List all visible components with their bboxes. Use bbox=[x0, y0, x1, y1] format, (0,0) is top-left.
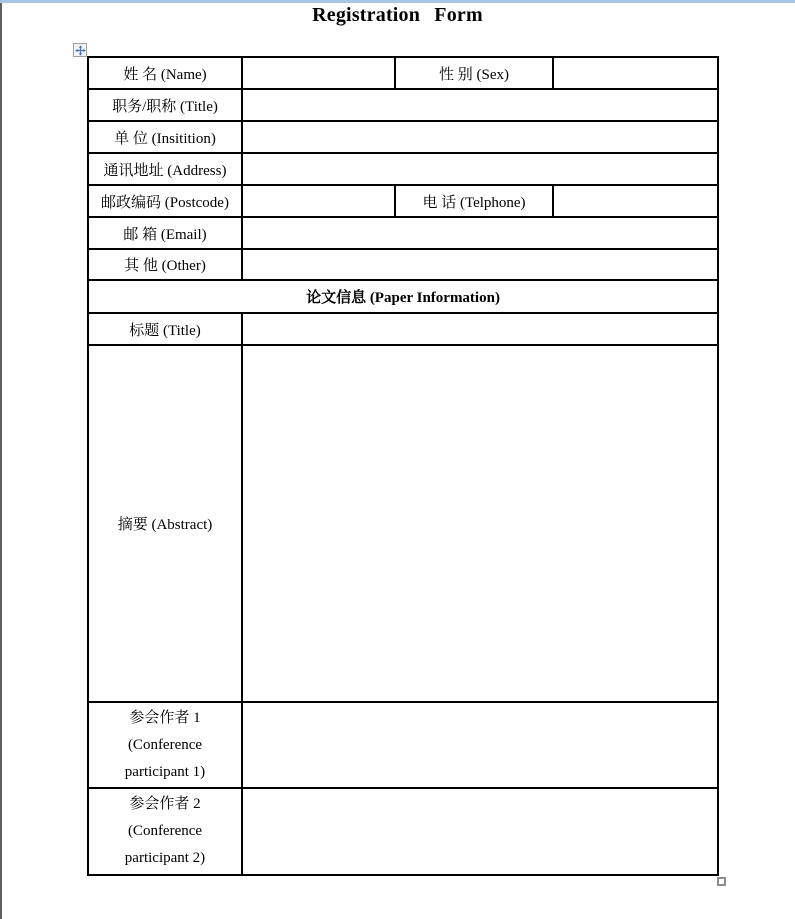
email-label: 邮 箱 (Email) bbox=[123, 226, 207, 243]
paper-title-label: 标题 (Title) bbox=[129, 322, 201, 339]
paper-section-header: 论文信息 (Paper Information) bbox=[306, 290, 500, 306]
table-row bbox=[88, 788, 718, 875]
participant2-label-cell bbox=[88, 788, 242, 875]
other-label: 其 他 (Other) bbox=[124, 258, 206, 274]
name-label-cell bbox=[88, 57, 242, 89]
telephone-value-cell[interactable] bbox=[553, 185, 718, 217]
email-value-cell[interactable] bbox=[242, 217, 718, 249]
paper-title-label-cell bbox=[88, 313, 242, 345]
job-title-label-cell bbox=[88, 89, 242, 121]
abstract-value-cell[interactable] bbox=[242, 345, 718, 702]
table-move-handle[interactable] bbox=[73, 43, 87, 57]
registration-form-table bbox=[87, 56, 719, 876]
address-label-cell bbox=[88, 153, 242, 185]
institution-value-cell[interactable] bbox=[242, 121, 718, 153]
participant2-label-line2: (Conference bbox=[127, 823, 203, 839]
abstract-label-cell bbox=[88, 345, 242, 702]
table-row bbox=[88, 702, 718, 788]
postcode-label-cell bbox=[88, 185, 242, 217]
address-label: 通讯地址 (Address) bbox=[103, 162, 227, 179]
window-top-edge bbox=[0, 0, 795, 3]
telephone-label: 电 话 (Telphone) bbox=[422, 194, 526, 211]
address-value-cell[interactable] bbox=[242, 153, 718, 185]
table-row bbox=[88, 57, 718, 89]
participant1-label-line3: participant 1) bbox=[124, 763, 206, 780]
name-label: 姓 名 (Name) bbox=[123, 66, 207, 83]
participant1-label-line2: (Conference bbox=[127, 736, 203, 753]
sex-value-cell[interactable] bbox=[553, 57, 718, 89]
participant2-label-line1: 参会作者 2 bbox=[129, 796, 201, 812]
job-title-value-cell[interactable] bbox=[242, 89, 718, 121]
paper-section-header-cell bbox=[88, 280, 718, 313]
job-title-label: 职务/职称 (Title) bbox=[112, 98, 218, 115]
table-row bbox=[88, 89, 718, 121]
page-left-edge bbox=[0, 3, 2, 919]
table-row bbox=[88, 217, 718, 249]
page-title: Registration Form bbox=[312, 4, 483, 26]
sex-label-cell bbox=[395, 57, 553, 89]
institution-label: 单 位 (Insitition) bbox=[114, 130, 216, 147]
table-row bbox=[88, 153, 718, 185]
table-row bbox=[88, 280, 718, 313]
table-row bbox=[88, 249, 718, 280]
abstract-label: 摘要 (Abstract) bbox=[117, 517, 213, 533]
participant1-label-cell bbox=[88, 702, 242, 788]
table-row bbox=[88, 345, 718, 702]
sex-label: 性 别 (Sex) bbox=[439, 66, 509, 83]
table-row bbox=[88, 313, 718, 345]
name-value-cell[interactable] bbox=[242, 57, 395, 89]
institution-label-cell bbox=[88, 121, 242, 153]
table-row bbox=[88, 185, 718, 217]
postcode-label: 邮政编码 (Postcode) bbox=[101, 194, 229, 211]
participant1-value-cell[interactable] bbox=[242, 702, 718, 788]
participant2-value-cell[interactable] bbox=[242, 788, 718, 875]
participant1-label-line1: 参会作者 1 bbox=[129, 709, 201, 726]
move-arrows-icon bbox=[75, 45, 86, 56]
email-label-cell bbox=[88, 217, 242, 249]
other-value-cell[interactable] bbox=[242, 249, 718, 280]
telephone-label-cell bbox=[395, 185, 553, 217]
table-row bbox=[88, 121, 718, 153]
participant2-label-line3: participant 2) bbox=[124, 850, 206, 866]
other-label-cell bbox=[88, 249, 242, 280]
postcode-value-cell[interactable] bbox=[242, 185, 395, 217]
table-resize-handle[interactable] bbox=[717, 877, 726, 886]
paper-title-value-cell[interactable] bbox=[242, 313, 718, 345]
